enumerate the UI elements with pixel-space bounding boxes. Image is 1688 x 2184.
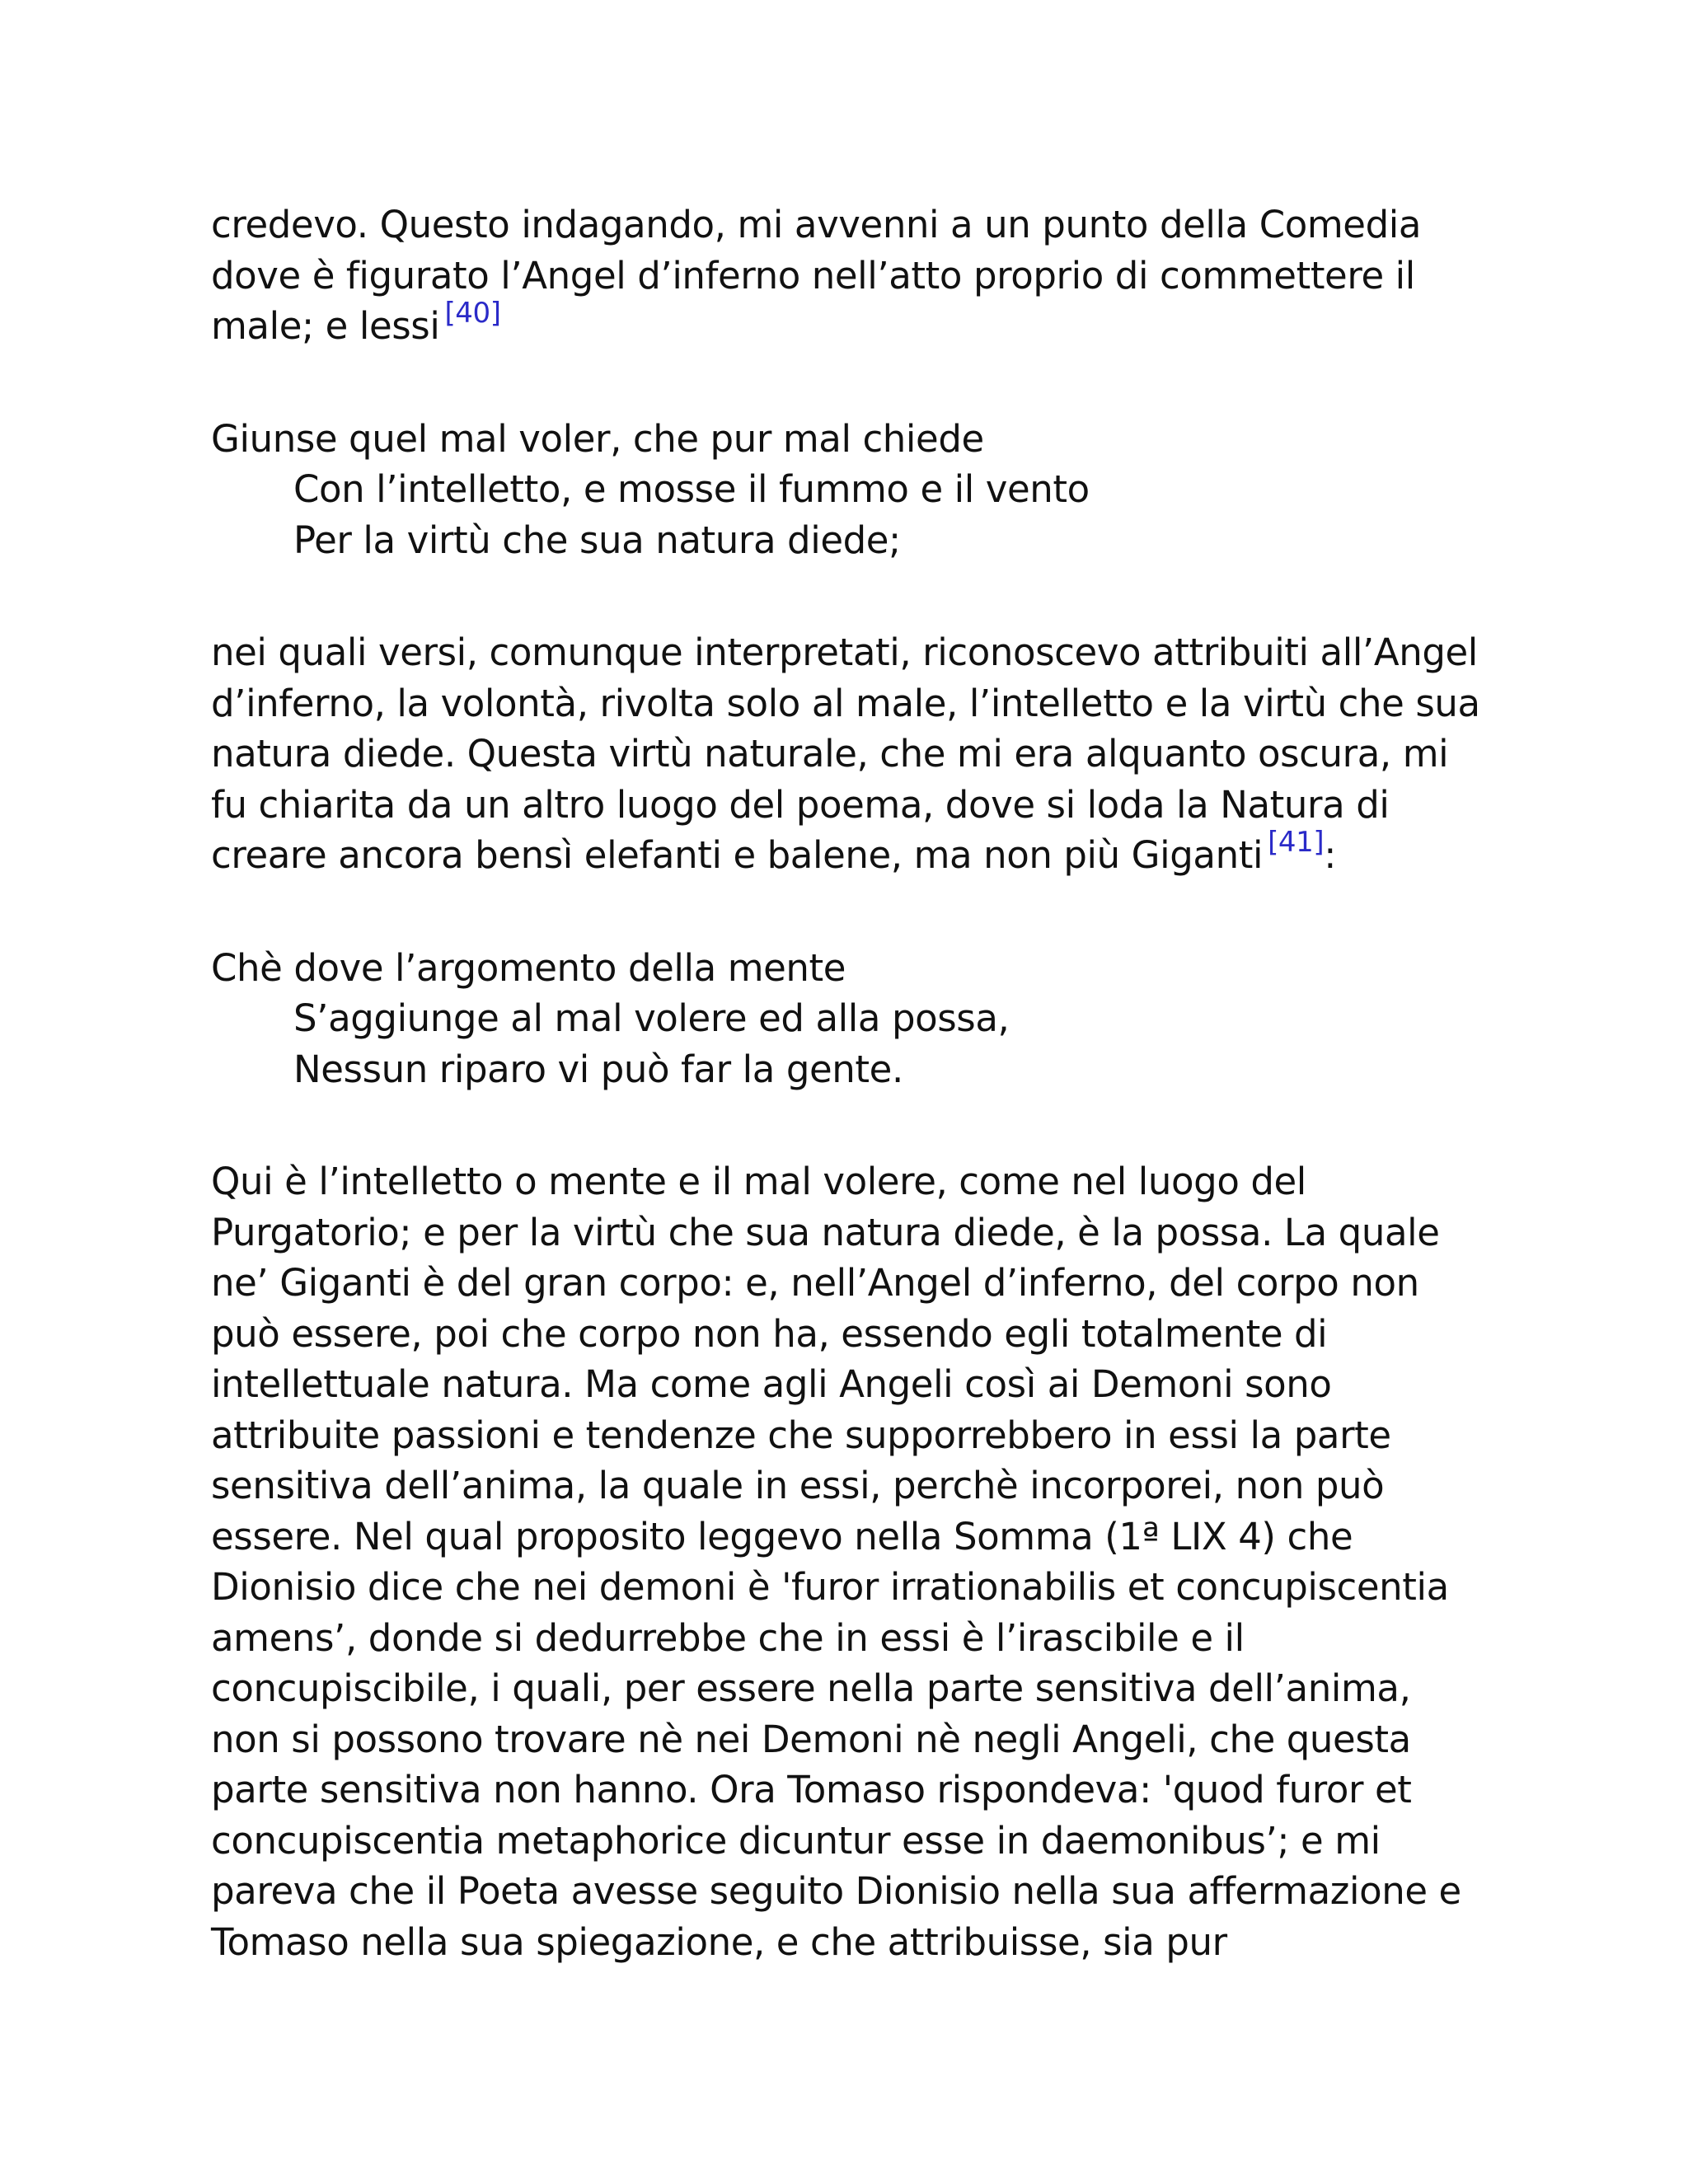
text-line: fu chiarita da un altro luogo del poema, dove si loda la Natura di [211, 782, 1390, 827]
verse-line: Per la virtù che sua natura diede; [293, 518, 901, 562]
paragraph-interpretation [211, 627, 1497, 881]
text-line: concupiscibile, i quali, per essere nella parte sensitiva dell’anima, [211, 1666, 1411, 1710]
text-line: creare ancora bensì elefanti e balene, ma non più Giganti [211, 833, 1264, 877]
spacer [211, 565, 1497, 627]
text-line: credevo. Questo indagando, mi avvenni a un punto della Comedia [211, 203, 1422, 246]
text-line: natura diede. Questa virtù naturale, che mi era alquanto oscura, mi [211, 732, 1449, 776]
verse-quote-inferno [211, 943, 1497, 1095]
verse-quote-purgatorio [211, 414, 1497, 566]
verse-line: Chè dove l’argomento della mente [211, 945, 846, 990]
text-line: Purgatorio; e per la virtù che sua natura diede, è la possa. La quale [211, 1210, 1440, 1254]
text-line: male; e lessi [211, 304, 440, 348]
verse-line: Con l’intelletto, e mosse il fummo e il vento [293, 467, 1090, 511]
text-line: Qui è l’intelletto o mente e il mal volere, come nel luogo del [211, 1160, 1306, 1203]
spacer [211, 881, 1497, 943]
text-line: Dionisio dice che nei demoni è 'furor irrationabilis et concupiscentia [211, 1565, 1449, 1609]
verse-line: Nessun riparo vi può far la gente. [293, 1047, 903, 1091]
verse-line: Giunse quel mal voler, che pur mal chiede [211, 416, 984, 461]
document-page [211, 199, 1497, 1967]
text-line: può essere, poi che corpo non ha, essendo egli totalmente di [211, 1311, 1328, 1356]
spacer [211, 1094, 1497, 1156]
footnote-link-41[interactable]: [41] [1268, 826, 1325, 859]
text-line: concupiscentia metaphorice dicuntur esse in daemonibus’; e mi [211, 1818, 1381, 1863]
text-line: amens’, donde si dedurrebbe che in essi è l’irascibile e il [211, 1615, 1245, 1660]
text-line: intellettuale natura. Ma come agli Angeli così ai Demoni sono [211, 1362, 1332, 1406]
text-line: sensitiva dell’anima, la quale in essi, perchè incorporei, non può [211, 1464, 1385, 1507]
text-line: essere. Nel qual proposito leggevo nella Somma (1ª LIX 4) che [211, 1514, 1353, 1558]
paragraph-intro [211, 199, 1497, 352]
text-line: pareva che il Poeta avesse seguito Dionisio nella sua affermazione e [211, 1869, 1461, 1913]
footnote-link-40[interactable]: [40] [444, 297, 501, 330]
text-line: nei quali versi, comunque interpretati, riconoscevo attribuiti all’Angel [211, 630, 1478, 674]
paragraph-discussion [211, 1156, 1497, 1967]
text-line: parte sensitiva non hanno. Ora Tomaso rispondeva: 'quod furor et [211, 1768, 1412, 1811]
text-line: d’inferno, la volontà, rivolta solo al male, l’intelletto e la virtù che sua [211, 681, 1480, 725]
spacer [211, 352, 1497, 414]
text-line: Tomaso nella sua spiegazione, e che attribuisse, sia pur [211, 1919, 1227, 1964]
text-line: non si possono trovare nè nei Demoni nè negli Angeli, che questa [211, 1717, 1411, 1761]
text-tail: : [1324, 833, 1337, 877]
text-line: dove è figurato l’Angel d’inferno nell’atto proprio di commettere il [211, 253, 1415, 298]
text-line: ne’ Giganti è del gran corpo: e, nell’Angel d’inferno, del corpo non [211, 1261, 1419, 1305]
verse-line: S’aggiunge al mal volere ed alla possa, [293, 996, 1010, 1040]
text-line: attribuite passioni e tendenze che supporrebbero in essi la parte [211, 1413, 1391, 1457]
